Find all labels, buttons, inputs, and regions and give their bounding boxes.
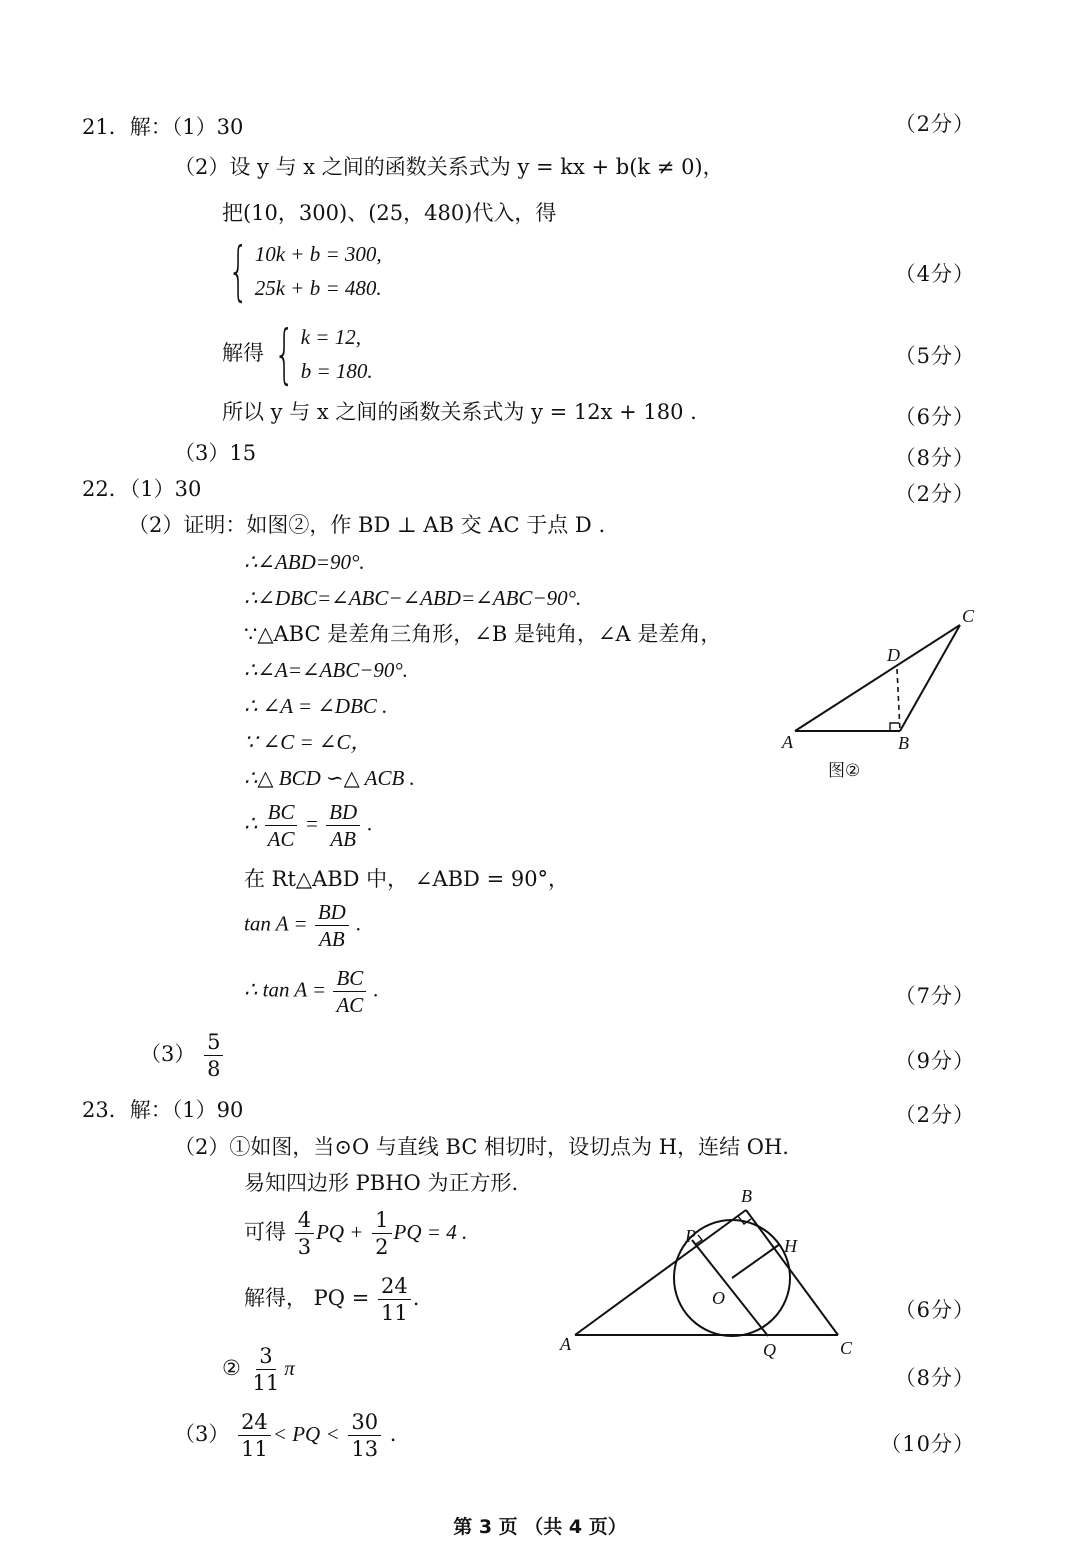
fig3-label-o: O: [712, 1288, 725, 1308]
q21-part2-intro: （2）设 y 与 x 之间的函数关系式为 y = kx + b(k ≠ 0)，: [174, 155, 724, 179]
fig3-label-b: B: [741, 1186, 752, 1206]
q21-part2-substitute: 把(10，300)、(25，480)代入，得: [222, 201, 557, 225]
q23-solution-pq: 解得， PQ = $\frac{24}{11}$ .: [244, 1274, 420, 1326]
q21-score-4: （6分）: [894, 405, 975, 429]
fraction-5-8: $\frac{5}{8}$: [204, 1030, 223, 1081]
therefore-symbol: ∴: [244, 811, 258, 836]
q22-proof-line-1: ∴∠ABD=90°.: [244, 550, 365, 574]
fig2-label-d: D: [887, 645, 900, 665]
q22-proof-line-7: ∴△ BCD ∽△ ACB .: [244, 766, 415, 790]
q21-equation-2: 25k + b = 480.: [254, 275, 382, 300]
q22-proof-line-8: ∴ $\frac{BC}{AC}$ = $\frac{BD}{AB}$ .: [244, 800, 373, 852]
q22-score-1: （2分）: [894, 482, 975, 506]
q21-solution-b: b = 180.: [300, 358, 373, 383]
fraction-bc-ac: $\frac{BC}{AC}$: [265, 800, 298, 851]
fig2-caption: 图②: [828, 761, 861, 781]
q23-score-4: （10分）: [880, 1432, 975, 1456]
fig3-label-p: P: [685, 1226, 696, 1246]
q22-proof-line-6: ∵ ∠C = ∠C，: [244, 730, 372, 754]
q22-figure-triangle: [770, 600, 990, 790]
q22-proof-line-11: ∴ tan A = $\frac{BC}{AC}$ .: [244, 966, 379, 1018]
q21-solution-k: k = 12,: [300, 325, 361, 349]
q22-heading: 22．（1）30: [82, 477, 202, 501]
q23-part2-intro: （2）①如图，当⊙O 与直线 BC 相切时，设切点为 H，连结 OH.: [174, 1135, 789, 1159]
fig3-label-c: C: [840, 1338, 853, 1358]
q23-equation: 可得 $\frac{4}{3}$ PQ + $\frac{1}{2}$ PQ = 4 .: [244, 1208, 468, 1260]
fraction-3-11: $\frac{3}{11}$: [252, 1344, 280, 1396]
q21-heading: 21．解：（1）30: [82, 115, 244, 139]
q22-score-2: （7分）: [894, 984, 975, 1008]
q21-score-2: （4分）: [894, 262, 975, 286]
q22-proof-line-4: ∴∠A=∠ABC−90°.: [244, 658, 409, 682]
q22-proof-line-2: ∴∠DBC=∠ABC−∠ABD=∠ABC−90°.: [244, 586, 582, 610]
q23-part2b: ② $\frac{3}{11}$ π: [222, 1344, 295, 1396]
q22-proof-line-5: ∴ ∠A = ∠DBC .: [244, 694, 388, 718]
q23-part3: （3） $\frac{24}{11}$ < PQ < $\frac{30}{13}$ .: [174, 1410, 397, 1462]
fraction-bc-ac-tan: $\frac{BC}{AC}$: [333, 966, 366, 1017]
fig2-label-a: A: [782, 732, 793, 752]
q21-solution: 解得 { k = 12, b = 180.: [222, 317, 373, 392]
q21-solve-label: 解得: [222, 341, 264, 366]
q21-score-5: （8分）: [894, 446, 975, 470]
q22-score-3: （9分）: [894, 1049, 975, 1073]
q23-part2-square: 易知四边形 PBHO 为正方形.: [244, 1171, 519, 1195]
fig2-label-b: B: [898, 733, 909, 753]
fraction-bd-ab: $\frac{BD}{AB}$: [326, 800, 360, 851]
q21-score-3: （5分）: [894, 344, 975, 368]
q22-proof-intro: （2）证明：如图②，作 BD ⊥ AB 交 AC 于点 D .: [128, 513, 606, 537]
q22-proof-line-9: 在 Rt△ABD 中， ∠ABD = 90°，: [244, 867, 570, 891]
q23-score-1: （2分）: [894, 1103, 975, 1127]
q21-equation-1: 10k + b = 300,: [254, 242, 382, 266]
q23-score-2: （6分）: [894, 1298, 975, 1322]
fig2-label-c: C: [962, 606, 975, 626]
fraction-24-11: $\frac{24}{11}$: [378, 1274, 411, 1325]
q23-figure-circle-triangle: [550, 1180, 870, 1370]
q21-part3: （3）15: [174, 441, 257, 465]
q22-part3: （3） $\frac{5}{8}$: [140, 1030, 225, 1081]
q22-proof-line-10: tan A = $\frac{BD}{AB}$ .: [244, 900, 362, 952]
q23-heading: 23．解：（1）90: [82, 1098, 244, 1122]
q23-score-3: （8分）: [894, 1366, 975, 1390]
page-footer: 第 3 页 （共 4 页）: [453, 1516, 627, 1538]
fraction-1-2: $\frac{1}{2}$: [372, 1208, 391, 1259]
fig3-label-h: H: [784, 1236, 797, 1256]
q21-score-1: （2分）: [894, 112, 975, 136]
q21-conclusion: 所以 y 与 x 之间的函数关系式为 y = 12x + 180 .: [222, 400, 697, 424]
q21-equation-system: { 10k + b = 300, 25k + b = 480.: [228, 234, 382, 309]
q22-proof-line-3: ∵△ABC 是差角三角形，∠B 是钝角，∠A 是差角，: [244, 622, 722, 646]
fraction-24-11-bound: $\frac{24}{11}$: [238, 1410, 271, 1461]
fraction-30-13-bound: $\frac{30}{13}$: [348, 1410, 381, 1461]
fig3-label-q: Q: [763, 1340, 776, 1360]
fraction-bd-ab-tan: $\frac{BD}{AB}$: [315, 900, 349, 951]
fraction-4-3: $\frac{4}{3}$: [295, 1208, 314, 1259]
fig3-label-a: A: [560, 1334, 571, 1354]
